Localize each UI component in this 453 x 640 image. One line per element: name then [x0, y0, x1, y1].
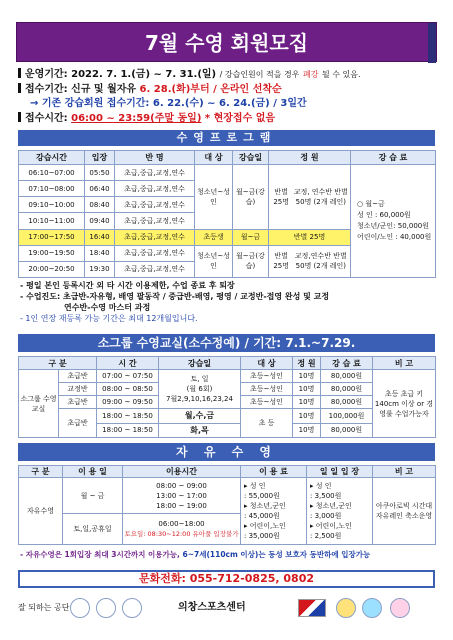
free-header: 자 유 수 영 — [18, 443, 435, 461]
fee-line: ▸ 청소년,군인 — [310, 502, 352, 510]
group-level: 교정반 — [59, 383, 97, 396]
col-remark: 비 고 — [373, 357, 436, 370]
group-level: 초급반 — [59, 409, 97, 438]
row-entry: 06:40 — [85, 181, 115, 197]
free-day-weekday: 월 ~ 금 — [63, 478, 123, 514]
day-count: (월 6회) — [186, 385, 213, 394]
group-cap: 10명 — [293, 383, 321, 396]
fee-line: ▸ 성 인 — [310, 482, 332, 490]
day-dates: 7월2,9,10,16,23,24 — [166, 395, 233, 404]
free-time: 18:00 ~ 19:00 — [156, 501, 207, 510]
note-line: - 1인 연장 재등록 가능 기간은 최대 12개월입니다. — [20, 314, 198, 323]
program-header: 수영프로그램 — [18, 130, 435, 146]
cap-child: 반별 25명 — [269, 229, 351, 245]
group-cap: 10명 — [293, 370, 321, 383]
group-fee: 80,000원 — [321, 383, 373, 396]
hours-label: 접수시간: — [25, 113, 68, 124]
free-daily-fees — [307, 478, 373, 545]
col-entry: 입장 — [85, 151, 115, 165]
col-remark: 비 고 — [373, 466, 436, 478]
col-day: 강습일 — [233, 151, 269, 165]
free-remark: 아쿠아로빅 시간대 자유레인 축소운영 — [373, 478, 436, 545]
contact-line: 문화전화: 055-712-0825, 0802 — [18, 570, 435, 588]
row-entry: 08:40 — [85, 197, 115, 213]
free-time-weekend-cell — [123, 514, 241, 545]
col-time: 이용시간 — [123, 466, 241, 478]
row-entry: 19:30 — [85, 261, 115, 277]
emblem-b-icon — [96, 598, 116, 618]
day-child: 월~금 — [233, 229, 269, 245]
row-entry: 05:50 — [85, 165, 115, 181]
cap-a2: 교정, 연수반 반별 50명 (2개 레인) — [293, 187, 348, 206]
program-table — [18, 150, 436, 278]
hours-line — [18, 112, 275, 126]
group-fee: 100,000원 — [321, 409, 373, 423]
group-target: 초등~성인 — [241, 370, 293, 383]
fee-line: : 35,000원 — [244, 532, 280, 540]
group-day-mid: 월,수,금 — [159, 409, 241, 423]
col-category: 구 분 — [19, 357, 97, 370]
table-row — [19, 478, 436, 514]
emblem-c-icon — [122, 598, 142, 618]
program-notes — [20, 280, 329, 324]
target-adult-evening: 청소년~성인 — [195, 245, 233, 277]
col-day: 이 용 일 — [63, 466, 123, 478]
fee-line: : 55,000원 — [244, 492, 280, 500]
col-fee: 강 습 료 — [351, 151, 436, 165]
fee-line: : 45,000원 — [244, 512, 280, 520]
row-time: 07:10~08:00 — [19, 181, 85, 197]
hours-note: * 현장접수 없음 — [204, 113, 276, 124]
bullet-bar-icon — [18, 112, 21, 122]
col-category: 구 분 — [19, 466, 63, 478]
fee-line: : 3,000원 — [310, 512, 342, 520]
group-time: 08:00 ~ 08:50 — [97, 383, 159, 396]
fee-line: : 3,500원 — [310, 492, 342, 500]
group-day-weekend — [159, 370, 241, 409]
note-line: 연수반-수영 마스터 과정 — [64, 303, 151, 312]
note-line: - 수업진도: 초급반-자유형, 배영 팔동작 / 중급반-배영, 평영 / 교정반-접영 완성 및 교정 — [20, 292, 330, 301]
period-value: 2022. 7. 1.(금) ~ 7. 31.(일) — [71, 69, 217, 80]
fee-line: ▸ 어린이,노인 — [244, 522, 286, 530]
group-target: 초 등 — [241, 409, 293, 438]
group-cap: 10명 — [293, 409, 321, 423]
period-note-highlight: 폐강 — [303, 70, 319, 79]
free-time: 08:00 ~ 09:00 — [156, 481, 207, 490]
fee-line: ▸ 청소년,군인 — [244, 502, 286, 510]
row-time: 09:10~10:00 — [19, 197, 85, 213]
apply-label: 접수기간: — [25, 84, 68, 95]
free-day-weekend: 토,일,공휴일 — [63, 514, 123, 545]
group-day-bot: 화,목 — [159, 423, 241, 437]
period-line — [18, 68, 361, 82]
group-fee: 80,000원 — [321, 423, 373, 437]
group-target: 초등~성인 — [241, 396, 293, 409]
group-level: 초급반 — [59, 396, 97, 409]
character-icon — [390, 598, 410, 618]
bullet-bar-icon — [18, 68, 21, 78]
fee-adult: 성 인 : 60,000원 — [357, 211, 411, 219]
row-time: 19:00~19:50 — [19, 245, 85, 261]
apply-value-a: 신규 및 월자유 — [71, 84, 137, 95]
group-time: 09:00 ~ 09:50 — [97, 396, 159, 409]
col-class: 반 명 — [115, 151, 195, 165]
target-child: 초등생 — [195, 229, 233, 245]
col-daily: 일 일 입 장 — [307, 466, 373, 478]
row-time: 17:00~17:50 — [19, 229, 85, 245]
brand-logo: 의창스포츠센터 — [178, 602, 246, 613]
day-evening: 월~금(강습) — [233, 245, 269, 277]
free-table — [18, 465, 436, 545]
fee-title: ○ 월~금 — [357, 200, 385, 208]
group-fee: 80,000원 — [321, 370, 373, 383]
group-time: 07:00 ~ 07:50 — [97, 370, 159, 383]
row-class: 초급,중급,교정,연수 — [115, 181, 195, 197]
fee-cell — [351, 165, 436, 278]
cap-c2: 교정,연수반 반별 50명 (2개 레인) — [294, 252, 347, 271]
fee-youth: 청소년/군인: 50,000원 — [357, 222, 430, 230]
row-entry: 18:40 — [85, 245, 115, 261]
title-accent — [428, 23, 436, 63]
col-day: 강습일 — [159, 357, 241, 370]
cap-a: 반별 25명 — [273, 187, 289, 206]
row-time: 06:10~07:00 — [19, 165, 85, 181]
cap-cell-evening — [269, 245, 351, 277]
hours-value: 06:00 ~ 23:59(주말 동일) — [71, 113, 202, 124]
free-note — [20, 549, 370, 560]
row-class: 초급,중급,교정,연수 — [115, 197, 195, 213]
bullet-bar-icon — [18, 83, 21, 93]
col-target: 대 상 — [241, 357, 293, 370]
day-weekday: 월~금(강습) — [233, 165, 269, 230]
group-category: 소그룹 수영교실 — [19, 370, 59, 438]
group-time: 18:00 ~ 18:50 — [97, 423, 159, 437]
row-class: 초급,중급,교정,연수 — [115, 245, 195, 261]
row-class: 초급,중급,교정,연수 — [115, 229, 195, 245]
emblem-a-icon — [70, 598, 90, 618]
row-class: 초급,중급,교정,연수 — [115, 213, 195, 229]
cap-c: 반별 25명 — [273, 252, 289, 271]
free-note-b: 6~7세(110cm 이상)는 동성 보호자 동반하에 입장가능 — [182, 550, 371, 559]
col-capacity: 정 원 — [269, 151, 351, 165]
col-capacity: 정 원 — [293, 357, 321, 370]
free-times-weekday — [123, 478, 241, 514]
group-level: 초급반 — [59, 370, 97, 383]
row-class: 초급,중급,교정,연수 — [115, 261, 195, 277]
col-fee: 강 습 료 — [321, 357, 373, 370]
row-entry: 16:40 — [85, 229, 115, 245]
mascot-a-icon — [336, 598, 356, 618]
note-line: - 평일 본인 등록시간 외 타 시간 이용제한, 수업 종료 후 퇴장 — [20, 281, 235, 290]
footer — [18, 594, 435, 620]
period-label: 운영기간: — [25, 69, 68, 80]
free-time-weekend: 06:00~18:00 — [158, 520, 205, 528]
period-note-suffix: 될 수 있음. — [321, 70, 361, 79]
apply-existing: → 기존 강습회원 접수기간: 6. 22.(수) ~ 6. 24.(금) / 3일간 — [30, 98, 307, 109]
apply-line — [18, 83, 282, 97]
fee-line: : 2,500원 — [310, 532, 342, 540]
col-time: 강습시간 — [19, 151, 85, 165]
target-adult: 청소년~성인 — [195, 165, 233, 230]
group-time: 18:00 ~ 18:50 — [97, 409, 159, 423]
row-class: 초급,중급,교정,연수 — [115, 165, 195, 181]
group-table — [18, 356, 436, 438]
period-note-prefix: / 강습인원이 적을 경우 — [219, 70, 300, 79]
free-time-weekend-note: 토요일: 08:30~12:00 유아풀 입장불가 — [124, 530, 239, 538]
table-row — [19, 165, 436, 181]
free-category: 자유수영 — [19, 478, 63, 545]
title-text: 7월 수영 회원모집 — [144, 31, 309, 55]
group-target: 초등~성인 — [241, 383, 293, 396]
group-cap: 10명 — [293, 423, 321, 437]
free-monthly-fees — [241, 478, 307, 545]
mascot-b-icon — [362, 598, 382, 618]
row-time: 20:00~20:50 — [19, 261, 85, 277]
col-target: 대 상 — [195, 151, 233, 165]
flag-icon — [298, 598, 326, 618]
group-fee: 80,000원 — [321, 396, 373, 409]
free-note-a: - 자유수영은 1회입장 최대 3시간까지 이용가능, — [20, 550, 180, 559]
group-header: 소그룹 수영교실(소수정예) / 기간: 7.1.~7.29. — [18, 334, 435, 352]
page-title — [16, 22, 437, 62]
table-row — [19, 370, 436, 383]
slogan: 잘 되하는 공단 — [18, 603, 70, 612]
day-top: 토, 일 — [190, 375, 209, 384]
col-time: 시 간 — [97, 357, 159, 370]
free-time: 13:00 ~ 17:00 — [156, 491, 207, 500]
fee-line: ▸ 성 인 — [244, 482, 266, 490]
group-remark: 초등 초급 키 140cm 이상 or 경영룰 수업가능자 — [373, 370, 436, 438]
row-time: 10:10~11:00 — [19, 213, 85, 229]
cap-cell — [269, 165, 351, 230]
apply-value-b: 6. 28.(화)부터 / 온라인 선착순 — [139, 84, 282, 95]
col-fee: 이 용 료 — [241, 466, 307, 478]
row-entry: 09:40 — [85, 213, 115, 229]
group-cap: 10명 — [293, 396, 321, 409]
fee-line: ▸ 어린이,노인 — [310, 522, 352, 530]
fee-child: 어린이/노인 : 40,000원 — [357, 233, 432, 241]
